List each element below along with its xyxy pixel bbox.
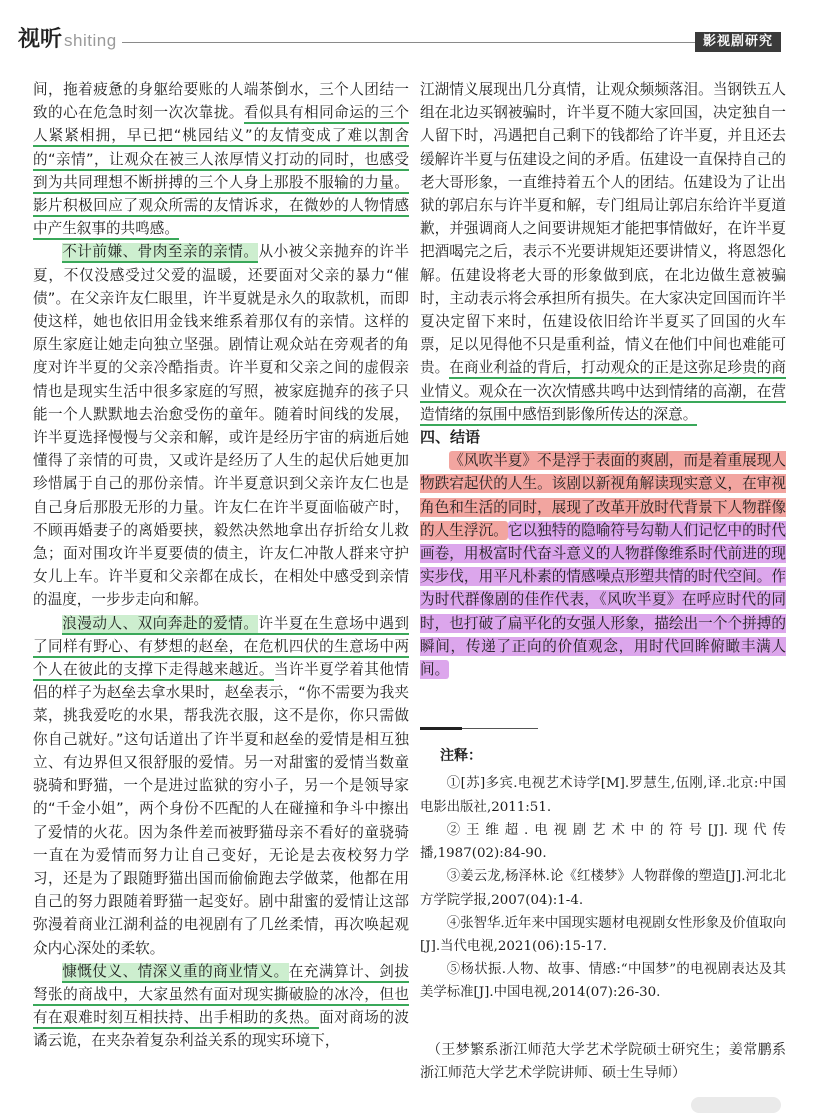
author-info: （王梦繁系浙江师范大学艺术学院硕士研究生；姜常鹏系浙江师范大学艺术学院讲师、硕士生导师）: [420, 1041, 786, 1081]
paragraph: [33, 960, 409, 1053]
text-run: 从小被父亲抛弃的许半夏，不仅没感受过父爱的温暖，还要面对父亲的暴力“催债”。在父亲许友仁眼里，许半夏就是永久的取款机，而即使这样，她也依旧用金钱来维系着那仅有的亲情。这样的原生家庭让她走向独立坚强。剧情让观众站在旁观者的角度对许半夏的父亲冷酷指责。许半夏和父亲之间的虚假亲情也是现实生活中很多家庭的写照，被家庭抛弃的孩子只能一个人默默地去治愈受伤的童年。随着时间线的发展，许半夏选择慢慢与父亲和解，或许是经历宇宙的病逝后她懂得了亲情的可贵，又或许是经历了人生的起伏后她更加珍惜属于自己的那份亲情。许半夏意识到父亲许友仁也是自己身后那股无形的力量。许友仁在许半夏面临破产时，不顾再婚妻子的离婚要挟，毅然决然地拿出存折给女儿救急；面对围攻许半夏要债的债主，许友仁冲散人群来守护女儿上车。许半夏和父亲都在成长，在相处中感受到亲情的温度，一步步走向和解。: [33, 243, 409, 609]
highlight-underline: 许半夏在生意场中遇到了同样有野心、有梦想的赵垒，在危机四伏的生意场中两个人在彼此的支撑下走得越来越近。: [33, 615, 409, 681]
page-header: [0, 0, 831, 60]
text-run: 当许半夏学着其他情侣的样子为赵垒去拿水果时，赵垒表示，“你不需要为我夹菜，挑我爱吃的水果，帮我洗衣服，这不是你，你只需做你自己就好。”这句话道出了许半夏和赵垒的爱情是相互独立、有边界但又很舒服的爱情。另一对甜蜜的爱情当数童骁骑和野猫，一个是进过监狱的穷小子，另一个是领导家的“千金小姐”，两个身份不匹配的人在碰撞和争斗中擦出了爱情的火花。因为条件差而被野猫母亲不看好的童骁骑一直在为爱情而努力让自己变好，无论是去夜校努力学习，还是为了跟随野猫出国而偷偷跑去学做菜，他都在用自己的努力跟随着野猫一起变好。剧中甜蜜的爱情让这部弥漫着商业江湖利益的电视剧有了几丝柔情，再次唤起观众内心深处的柔软。: [33, 661, 409, 957]
highlight-red: 《风吹半夏》不是浮于表面的爽剧，而是着重展现人物跌宕起伏的人生。该剧以新视角解读现实意义，在审视角色和生活的同时，展现了改革开放时代背景下人物群像的人生浮沉。: [420, 452, 786, 539]
highlight-purple: 它以独特的隐喻符号勾勒人们记忆中的时代画卷，用极富时代奋斗意义的人物群像维系时代前进的现实步伐，用平凡朴素的情感噪点形塑共情的时代空间。作为时代群像剧的佳作代表，《风吹半夏》在呼应时代的同时，也打破了扁平化的女强人形象，描绘出一个个拼搏的瞬间，传递了正向的价值观念，用时代回眸俯瞰丰满人间。: [420, 521, 786, 679]
journal-logo-cn: 视听: [18, 26, 63, 52]
header-rule: [122, 42, 702, 43]
notes-title: 注释：: [440, 748, 482, 765]
text-run: 江湖情义展现出几分真情，让观众频频落泪。当钢铁五人组在北边买钢被骗时，许半夏不随大家回国，决定独自一人留下时，冯遇把自己剩下的钱都给了许半夏，并且还去缓解许半夏与伍建设之间的矛盾。伍建设一直保持自己的老大哥形象，一直维持着五个人的团结。伍建设为了让出狱的郭启东与许半夏和解，专门组局让郭启东给许半夏道歉，并强调商人之间要讲规矩才能把事情做好，在许半夏把酒喝完之后，表示不光要讲规矩还要讲情义，将恩怨化解。伍建设将老大哥的形象做到底，在北边做生意被骗时，主动表示将会承担所有损失。在大家决定回国而许半夏决定留下来时，伍建设依旧给许半夏买了回国的火车票，足以见得他不只是重利益，情义在他们中间也难能可贵。: [420, 81, 786, 377]
notes-divider: [420, 717, 786, 739]
highlight-green: 慷慨仗义、情深义重的商业情义。: [62, 963, 289, 983]
right-column: [420, 78, 786, 1085]
highlight-underline: 在商业利益的背后，打动观众的正是这弥足珍贵的商业情义。观众在一次次情感共鸣中达到情绪的高潮，在营造情绪的氛围中感悟到影像所传达的深意。: [420, 359, 786, 425]
divider-thick: [420, 727, 462, 730]
paragraph: [33, 78, 409, 240]
note-item: ④张智华.近年来中国现实题材电视剧女性形象及价值取向[J].当代电视,2021(06):15-17.: [420, 915, 786, 954]
journal-logo: [18, 22, 117, 53]
highlight-green: 不计前嫌、骨肉至亲的亲情。: [62, 243, 258, 263]
highlight-underline: 在充满算计、剑拔弩张的商战中，大家虽然有面对现实撕破脸的冰冷，但也有在艰难时刻互相扶持、出手相助的炙热。: [33, 963, 409, 1029]
note-item: ③姜云龙,杨泽林.论《红楼梦》人物群像的塑造[J].河北北方学院学报,2007(04):1-4.: [420, 869, 786, 908]
paragraph: [420, 78, 786, 426]
section-label: 影视剧研究: [695, 32, 781, 52]
text-run: 间，拖着疲惫的身躯给要账的人端茶倒水，三个人团结一致的心在危急时刻一次次靠拢。: [33, 81, 409, 122]
journal-logo-en: shiting: [64, 31, 117, 50]
note-item: ⑤杨状振.人物、故事、情感:“中国梦”的电视剧表达及其美学标准[J].中国电视,2014(07):26-30.: [420, 962, 786, 1001]
paragraph: [33, 240, 409, 611]
watermark: [691, 1097, 781, 1113]
section-heading: 四、结语: [420, 428, 481, 447]
divider-thin: [462, 728, 538, 729]
highlight-green: 浪漫动人、双向奔赴的爱情。: [62, 615, 258, 635]
paragraph: [33, 612, 409, 960]
left-column: [33, 78, 409, 1053]
note-item: ②王维超.电视剧艺术中的符号[J].现代传播,1987(02):84-90.: [420, 822, 786, 862]
note-item: ①[苏]多宾.电视艺术诗学[M].罗慧生,伍刚,译.北京:中国电影出版社,2011:51.: [420, 776, 786, 815]
text-run: 面对商场的波谲云诡，在夹杂着复杂利益关系的现实环境下，: [33, 1009, 409, 1050]
paragraph: [420, 449, 786, 681]
highlight-underline: 看似具有相同命运的三个人紧紧相拥，早已把“桃园结义”的友情变成了难以割舍的“亲情”，让观众在被三人浓厚情义打动的同时，也感受到为共同理想不断拼搏的三个人身上那股不服输的力量。影片积极回应了观众所需的友情诉求，在微妙的人物情感中产生叙事的共鸣感。: [33, 104, 409, 240]
